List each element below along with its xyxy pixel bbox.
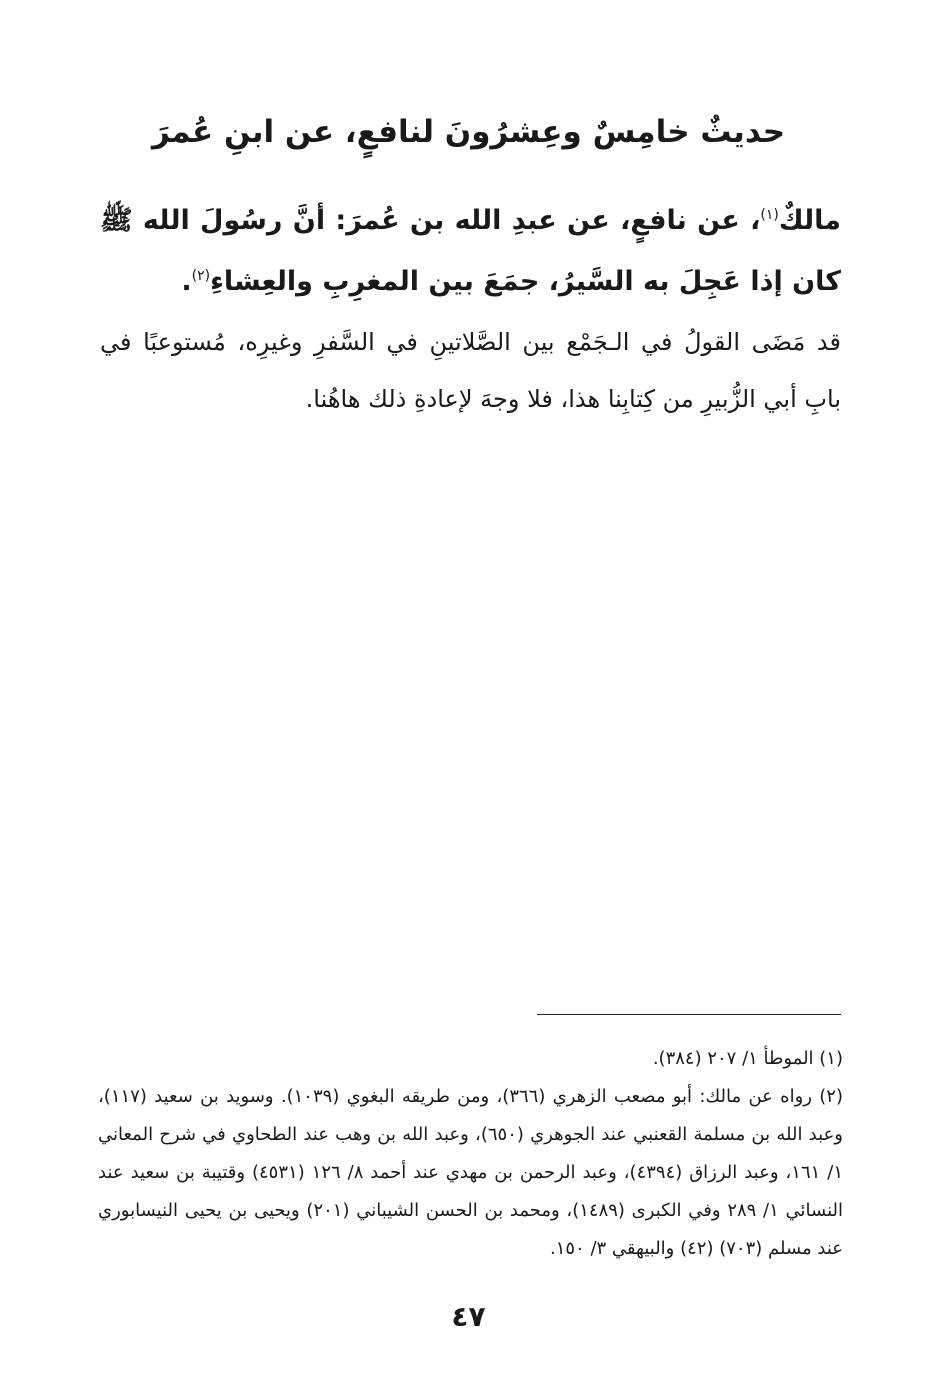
hadith-heading: حديثٌ خامِسٌ وعِشرُونَ لنافعٍ، عن ابنِ عُمرَ	[151, 114, 786, 150]
footnote-ref-2[interactable]: (٢)	[191, 268, 211, 284]
hadith-text-part2: ، عن نافعٍ، عن عبدِ الله بن عُمرَ: أنَّ رسُولَ الله ﷺ كان إذا عَجِلَ به السَّيرُ، جمَعَ بين المغرِبِ والعِشاءِ	[100, 205, 841, 297]
footnote-1: (١) الموطأ ١/ ٢٠٧ (٣٨٤).	[652, 1048, 843, 1069]
footnote-divider	[537, 1014, 841, 1015]
footnotes-section	[98, 1040, 843, 1268]
hadith-text-part3: .	[181, 266, 192, 297]
footnote-ref-1[interactable]: (١)	[760, 207, 779, 223]
hadith-text	[100, 190, 841, 312]
footnote-2: (٢) رواه عن مالك: أبو مصعب الزهري (٣٦٦)، ومن طريقه البغوي (١٠٣٩). وسويد بن سعيد (١١٧)، وعبد الله بن مسلمة القعنبي عند الجوهري (٦٥٠)، وعبد الله بن وهب عند الطحاوي في شرح المعاني ١/ ١٦١، وعبد الرزاق (٤٣٩٤)، وعبد الرحمن بن مهدي عند أحمد ٨/ ١٢٦ (٤٥٣١) وقتيبة بن سعيد عند النسائي ١/ ٢٨٩ وفي الكبرى (١٤٨٩)، ومحمد بن الحسن الشيباني (٢٠١) ويحيى بن يحيى النيسابوري عند مسلم (٧٠٣) (٤٢) والبيهقي ٣/ ١٥٠.	[98, 1086, 843, 1259]
hadith-text-part1: مالكٌ	[778, 205, 841, 236]
page-number: ٤٧	[451, 1300, 486, 1333]
commentary-paragraph: قد مَضَى القولُ في الـجَمْع بين الصَّلاتينِ في السَّفرِ وغيرِه، مُستوعبًا في بابِ أبي الزُّبيرِ من كِتابِنا هذا، فلا وجهَ لإعادةِ ذلك هاهُنا.	[100, 328, 841, 413]
